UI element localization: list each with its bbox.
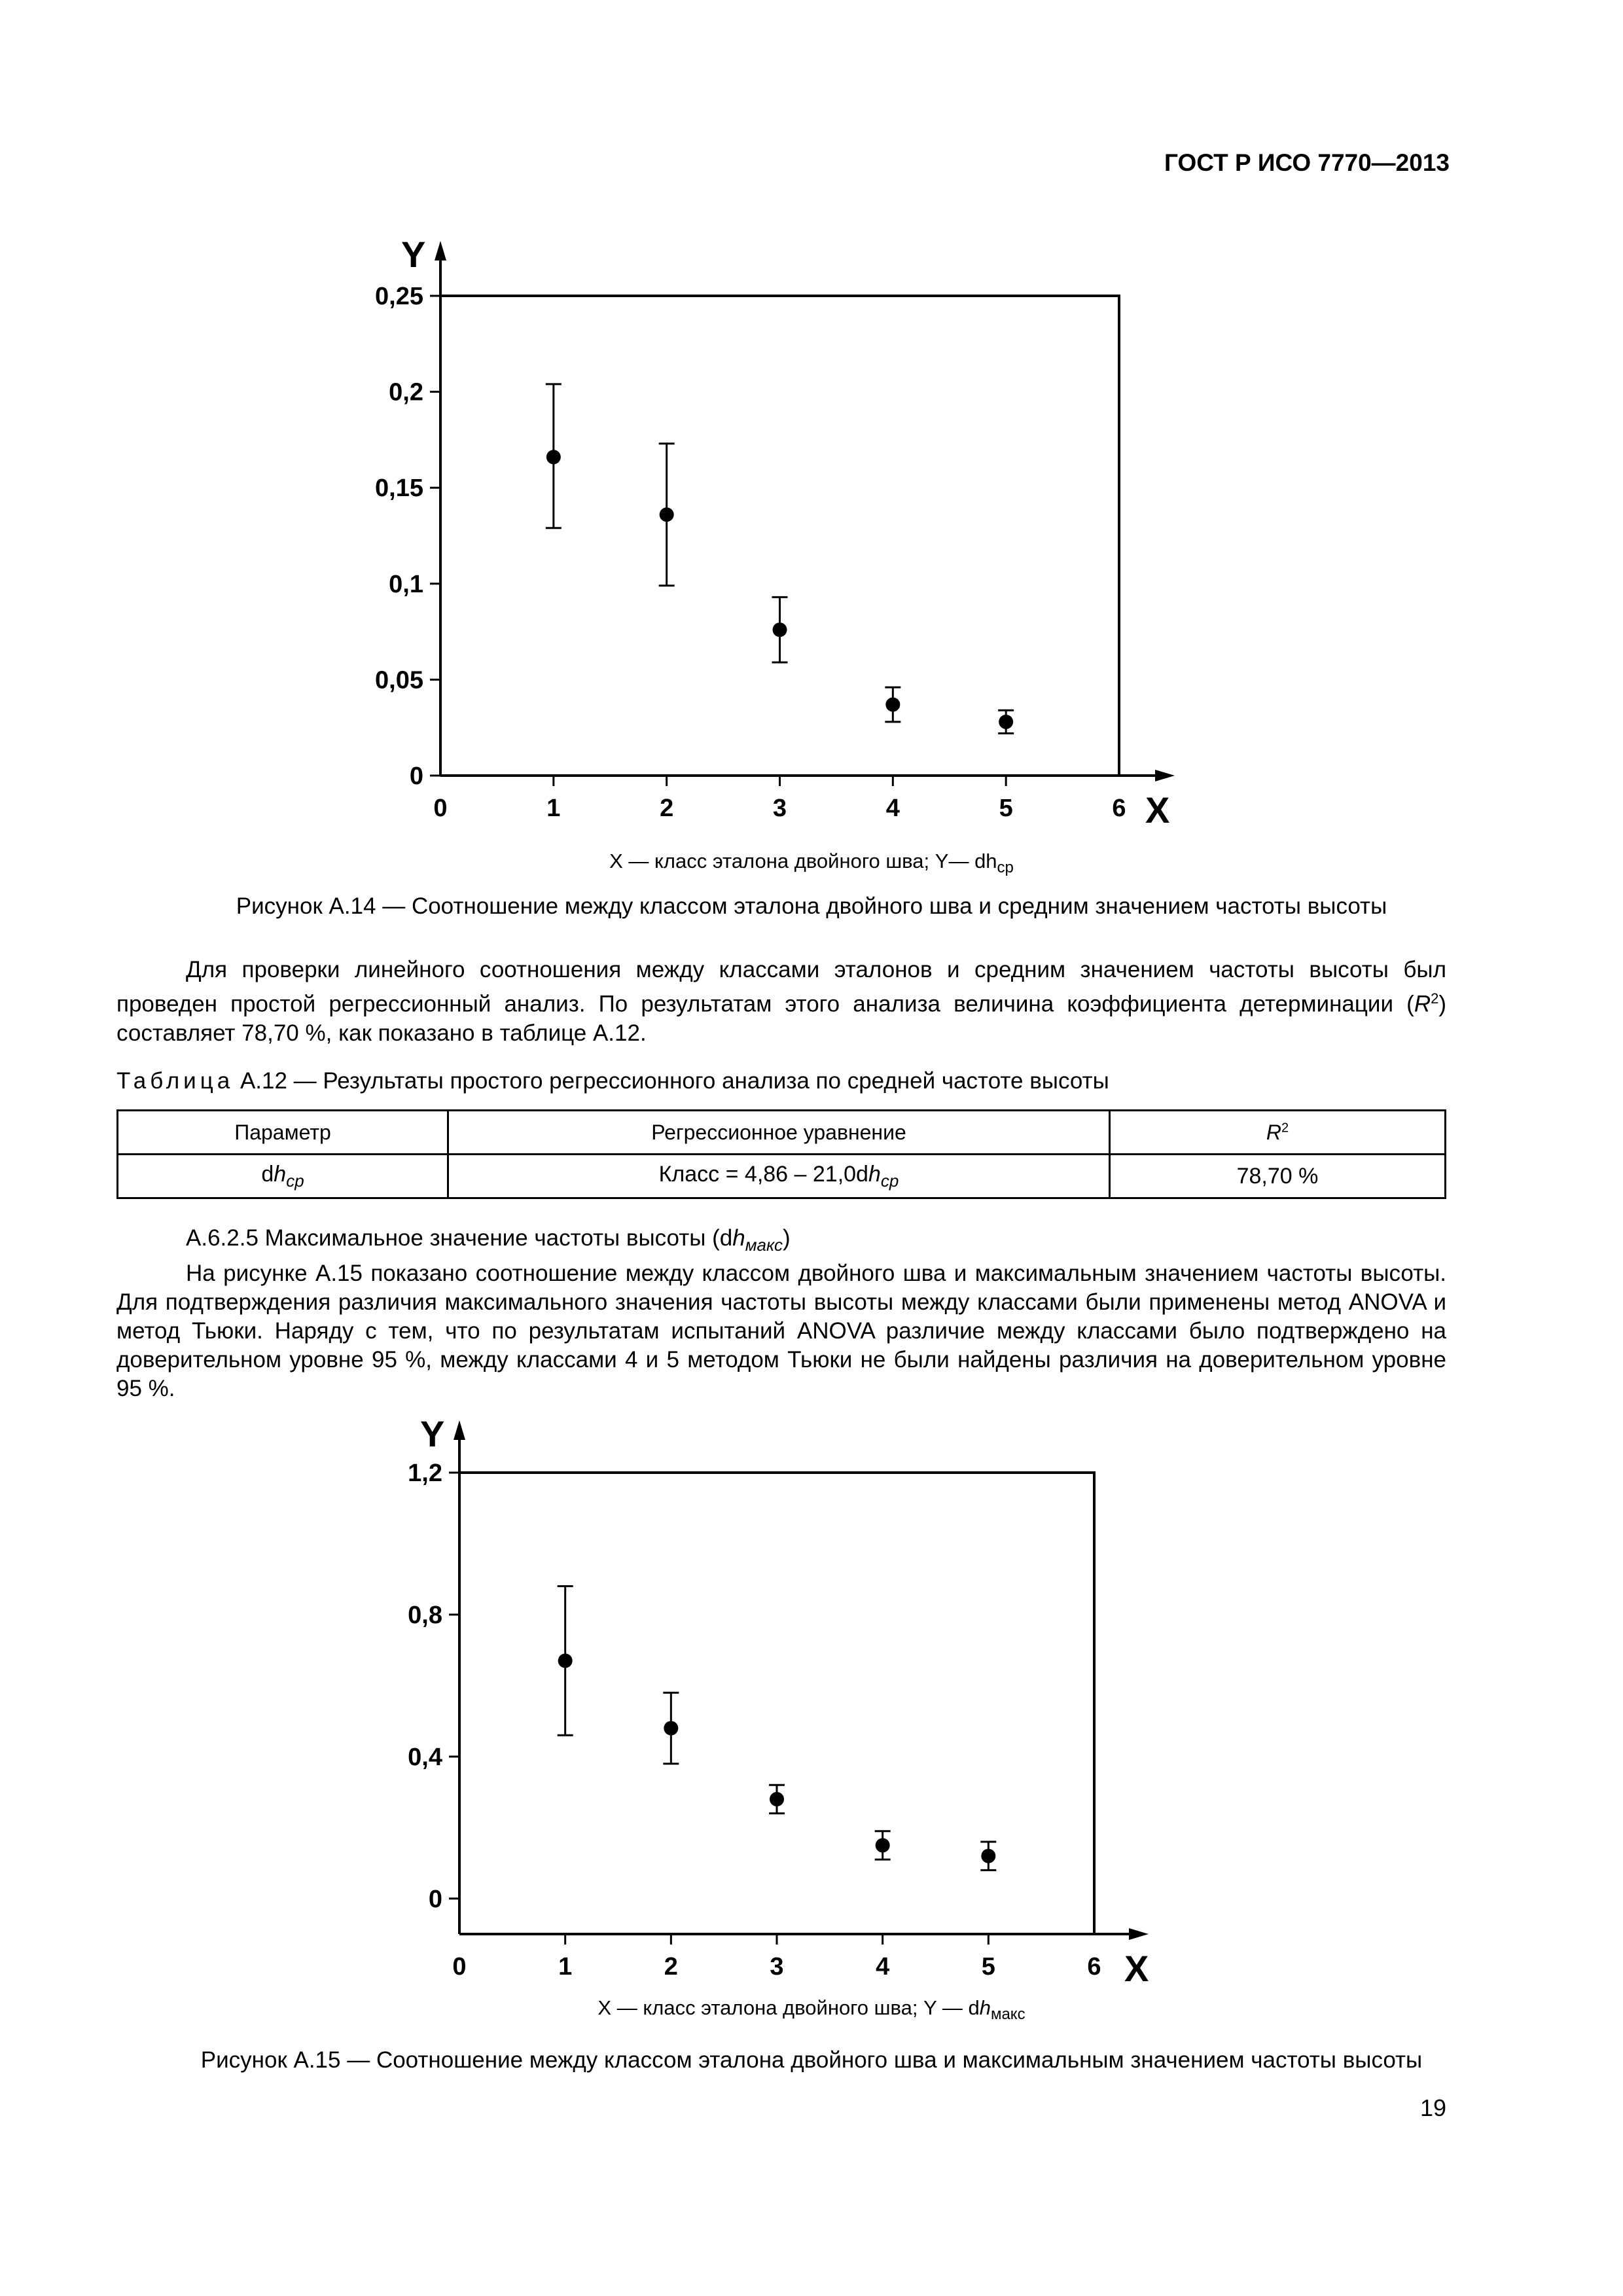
axis-caption-subscript: ср [997,859,1014,877]
header-r-symbol: R [1266,1120,1281,1144]
plot-frame [459,1473,1094,1934]
cell-eq-sub: ср [880,1170,899,1191]
y-tick-label: 0,05 [375,666,423,694]
data-point [981,1849,995,1863]
document-header: ГОСТ Р ИСО 7770—2013 [1164,149,1450,176]
x-tick-label: 1 [558,1953,573,1981]
axis-caption-text: X — класс эталона двойного шва; Y — d [597,1996,980,2019]
x-tick-label: 3 [770,1953,784,1981]
cell-eq-h: h [868,1161,881,1187]
header-equation: Регрессионное уравнение [448,1111,1110,1155]
x-axis-name: X [1145,789,1170,831]
heading-h: h [732,1225,745,1251]
y-tick-label: 0,1 [389,570,423,598]
cell-param-h: h [274,1161,287,1187]
table-title-text: А.12 — Результаты простого регрессионного анализа по средней частоте высоты [234,1068,1109,1094]
axis-caption-h: h [979,1996,991,2019]
cell-param-d: d [261,1161,274,1187]
x-tick-label: 0 [452,1953,467,1981]
header-r-sup: 2 [1281,1120,1289,1135]
heading-sub: макс [745,1235,783,1255]
x-tick-label: 5 [999,795,1013,822]
y-tick-label: 0 [428,1885,442,1913]
table-word: Таблица [116,1068,234,1094]
figure-a15-axis-caption [0,1996,1623,2024]
page-number: 19 [1419,2094,1446,2121]
section-paragraph: На рисунке А.15 показано соотношение между классом двойного шва и максимальным значением частоты высоты. Для подтверждения различия максимального значения частоты высоты между классами были применены метод ANOVA и метод Тьюки. Наряду с тем, что по результатам испытаний ANOVA различие между классами было подтверждено на доверительном уровне 95 %, между классами 4 и 5 методом Тьюки не были найдены различия на доверительном уровне 95 %. [116,1261,1446,1401]
data-point [876,1838,890,1852]
heading-suffix: ) [782,1225,791,1251]
r-symbol: R [1414,991,1431,1017]
cell-r2: 78,70 % [1110,1155,1446,1198]
y-axis-name: Y [420,1413,445,1454]
x-tick-label: 1 [546,795,561,822]
y-tick-label: 0,2 [389,378,423,406]
figure-a14-caption: Рисунок А.14 — Соотношение между классом эталона двойного шва и средним значением частоты высоты [236,893,1387,919]
header-param: Параметр [118,1111,448,1155]
y-tick-label: 0,15 [375,475,423,503]
axis-caption-text: X — класс эталона двойного шва; Y— dh [609,850,997,872]
x-tick-label: 4 [885,795,900,822]
data-point [558,1653,573,1668]
axis-caption-subscript: макс [990,2005,1026,2024]
y-tick-label: 0 [409,762,423,790]
y-tick-label: 0,25 [375,283,423,310]
data-point [664,1721,678,1735]
y-axis-name: Y [401,234,426,275]
y-tick-label: 1,2 [408,1460,442,1487]
y-tick-label: 0,4 [408,1743,442,1771]
r-superscript: 2 [1431,990,1439,1007]
paragraph-text-2: ) составляет 78,70 %, как показано в таблице А.12. [116,991,1446,1046]
heading-text: А.6.2.5 Максимальное значение частоты высоты (d [186,1225,733,1251]
data-point [770,1792,784,1806]
x-tick-label: 4 [876,1953,890,1981]
x-tick-label: 2 [664,1953,678,1981]
x-tick-label: 3 [772,795,787,822]
cell-param-sub: ср [286,1170,304,1191]
x-tick-label: 6 [1087,1953,1101,1981]
paragraph-text-1: Для проверки линейного соотношения между классами эталонов и средним значением частоты высоты был проведен простой регрессионный анализ. По результатам этого анализа величина коэффициента детерминации ( [116,957,1446,1017]
cell-eq-text: Класс = 4,86 – 21,0d [658,1161,868,1187]
y-tick-label: 0,8 [408,1601,442,1629]
x-tick-label: 6 [1112,795,1126,822]
x-axis-name: X [1124,1948,1149,1989]
x-axis-arrow [1129,1928,1149,1940]
x-tick-label: 5 [981,1953,995,1981]
figure-a15-caption: Рисунок А.15 — Соотношение между классом эталона двойного шва и максимальным значением частоты высоты [200,2047,1423,2073]
y-axis-arrow [454,1420,465,1440]
x-tick-label: 2 [660,795,674,822]
x-tick-label: 0 [433,795,448,822]
